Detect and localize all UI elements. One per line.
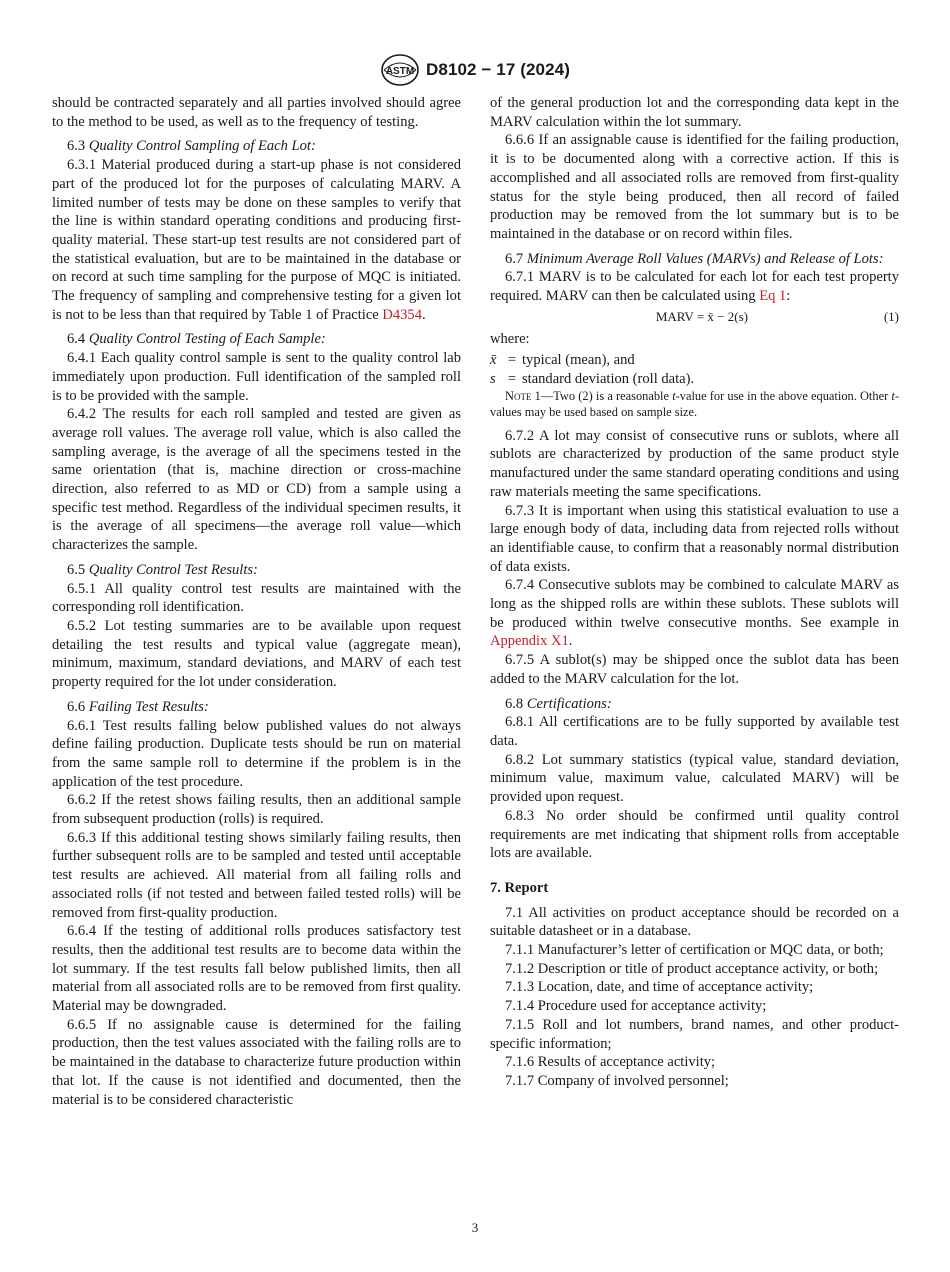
equation-number: (1) [883, 308, 899, 324]
equation-text: MARV = x̄ − 2(s) [655, 308, 748, 324]
paragraph-7-1-5: 7.1.5 Roll and lot numbers, brand names, and other product-specific information; [490, 1016, 899, 1052]
section-heading-7: 7. Report [490, 879, 549, 896]
left-column [52, 94, 461, 1109]
paragraph-6-6-2: 6.6.2 If the retest shows failing results, then an additional sample from subsequent production (rolls) is required. [52, 792, 461, 828]
section-heading-6-4: 6.4 Quality Control Testing of Each Sample: [67, 331, 326, 348]
paragraph-7-1-2: 7.1.2 Description or title of product acceptance activity, or both; [505, 960, 879, 977]
section-heading-6-5: 6.5 Quality Control Test Results: [67, 561, 258, 578]
page-header [0, 52, 950, 88]
logo-text: ASTM [385, 66, 415, 77]
standard-designation: D8102 − 17 (2024) [426, 60, 570, 79]
paragraph-7-1: 7.1 All activities on product acceptance should be recorded on a suitable datasheet or in a database. [490, 904, 899, 940]
paragraph: should be contracted separately and all parties involved should agree to the method to be used, as well as to the frequency of testing. [52, 95, 461, 130]
paragraph-6-3-1: 6.3.1 Material produced during a start-up phase is not considered part of the produced lot for the purposes of calculating MARV. A limited number of tests may be done on these samples to verify that the line is within standard operating conditions and producing first-quality material. These start-up test results are not considered part of the statistical evaluation, but are to be maintained in the database or on record at such time sampling for the purpose of MQC is initiated. The frequency of sampling and comprehensive testing for a given lot is not to be less than that required by Table 1 of Practice D4354. [52, 157, 461, 323]
paragraph-6-7-5: 6.7.5 A sublot(s) may be shipped once the sublot data has been added to the MARV calculation for the lot. [490, 652, 899, 687]
where-label: where: [490, 331, 530, 348]
section-heading-6-7: 6.7 Minimum Average Roll Values (MARVs) and Release of Lots: [505, 250, 884, 267]
paragraph-6-5-2: 6.5.2 Lot testing summaries are to be available upon request detailing the test results and typical value (aggregate mean), minimum, maximum, standard deviations, and MARV of each test property required for the lot under consideration. [52, 617, 461, 691]
variable-definitions [490, 351, 899, 388]
paragraph-6-8-2: 6.8.2 Lot summary statistics (typical value, standard deviation, minimum value, maximum value, calculated MARV) will be provided upon request. [490, 751, 899, 806]
paragraph-6-4-1: 6.4.1 Each quality control sample is sent to the quality control lab immediately upon production. Full identification of the sampled roll is to be provided with the sample. [52, 350, 461, 404]
definition-row: x̄ = typical (mean), and [490, 352, 635, 369]
page-number: 3 [471, 1220, 479, 1235]
paragraph-6-8-3: 6.8.3 No order should be confirmed until quality control requirements are met indicating that shipment rolls from acceptable lots are available. [490, 807, 899, 862]
link-eq-1[interactable]: Eq 1 [759, 288, 787, 305]
paragraph-7-1-3: 7.1.3 Location, date, and time of acceptance activity; [505, 979, 814, 996]
section-heading-6-6: 6.6 Failing Test Results: [67, 698, 209, 715]
paragraph-6-7-1: 6.7.1 MARV is to be calculated for each lot for each test property required. MARV can then be calculated using Eq 1: [490, 269, 899, 305]
paragraph-7-1-4: 7.1.4 Procedure used for acceptance activity; [505, 998, 767, 1015]
link-d4354[interactable]: D4354 [382, 306, 422, 323]
paragraph-6-6-4: 6.6.4 If the testing of additional rolls produces satisfactory test results, then the additional test results are to become data within the lot summary. If the test results fall below published limits, then all material from all associated rolls are to be removed from first quality. Material may be downgraded. [52, 923, 461, 1015]
paragraph-6-6-1: 6.6.1 Test results falling below published values do not always define failing production. Duplicate tests should be run on material from the same sample roll to determine if the problem is in the application of the test procedure. [52, 717, 461, 790]
section-heading-6-3: 6.3 Quality Control Sampling of Each Lot: [67, 138, 316, 155]
paragraph-7-1-6: 7.1.6 Results of acceptance activity; [505, 1054, 716, 1071]
paragraph-6-5-1: 6.5.1 All quality control test results are maintained with the corresponding roll identification. [52, 580, 461, 616]
equation-1 [490, 308, 899, 327]
right-column [490, 94, 899, 1091]
paragraph: of the general production lot and the corresponding data kept in the MARV calculation within the lot summary. [490, 95, 899, 130]
definition-row: s = standard deviation (roll data). [490, 370, 695, 387]
astm-logo-icon [380, 52, 420, 88]
paragraph-6-6-3: 6.6.3 If this additional testing shows similarly failing results, then further subsequent rolls are to be sampled and tested until acceptable test results are achieved. All material from all failing rolls and associated rolls (if not tested and between failed tested rolls) will be removed from first-quality production. [52, 829, 461, 921]
note-1: Note 1—Two (2) is a reasonable t-value for use in the above equation. Other t-values may be used based on sample size. [490, 389, 899, 420]
section-heading-6-8: 6.8 Certifications: [505, 695, 612, 712]
paragraph-7-1-7: 7.1.7 Company of involved personnel; [505, 1072, 729, 1089]
paragraph-6-6-5: 6.6.5 If no assignable cause is determined for the failing production, then the test values associated with the failing rolls are to be maintained in the database to characterize future production within that lot. If the cause is not identified and documented, then the material is to be considered characteristic [52, 1016, 461, 1108]
paragraph-6-7-4: 6.7.4 Consecutive sublots may be combined to calculate MARV as long as the shipped rolls are within these sublots. These sublots will be produced within twelve consecutive months. See example in Appendix X1. [490, 577, 899, 650]
paragraph-6-8-1: 6.8.1 All certifications are to be fully supported by available test data. [490, 714, 899, 749]
paragraph-6-7-3: 6.7.3 It is important when using this statistical evaluation to use a large enough body of data, including data from rejected rolls without an identifiable cause, to confirm that a reasonably normal distribution of data exists. [490, 502, 899, 575]
paragraph-6-7-2: 6.7.2 A lot may consist of consecutive runs or sublots, where all sublots are characterized by production of the same product style manufactured under the same standard operating conditions and using raw materials meeting the same specifications. [490, 427, 899, 500]
paragraph-7-1-1: 7.1.1 Manufacturer’s letter of certification or MQC data, or both; [505, 942, 884, 959]
link-appendix-x1[interactable]: Appendix X1 [490, 633, 569, 650]
paragraph-6-4-2: 6.4.2 The results for each roll sampled and tested are given as average roll values. The average roll value, which is also called the sampling average, is the average of all the specimens tested in the same orientation (that is, machine direction or cross-machine direction, also referred to as MD or CD) from a sample using a specific test method. Regardless of the individual specimen results, it is the average of all specimens—the average roll value—which characterizes the sample. [52, 406, 461, 554]
paragraph-6-6-6: 6.6.6 If an assignable cause is identified for the failing production, it is to be documented along with a corrective action. If this is accomplished and all associated rolls are removed from first-quality status for the style being produced, then all record of failed production may be removed from the lot summary but is to be maintained in the database or on record within files. [490, 132, 899, 242]
